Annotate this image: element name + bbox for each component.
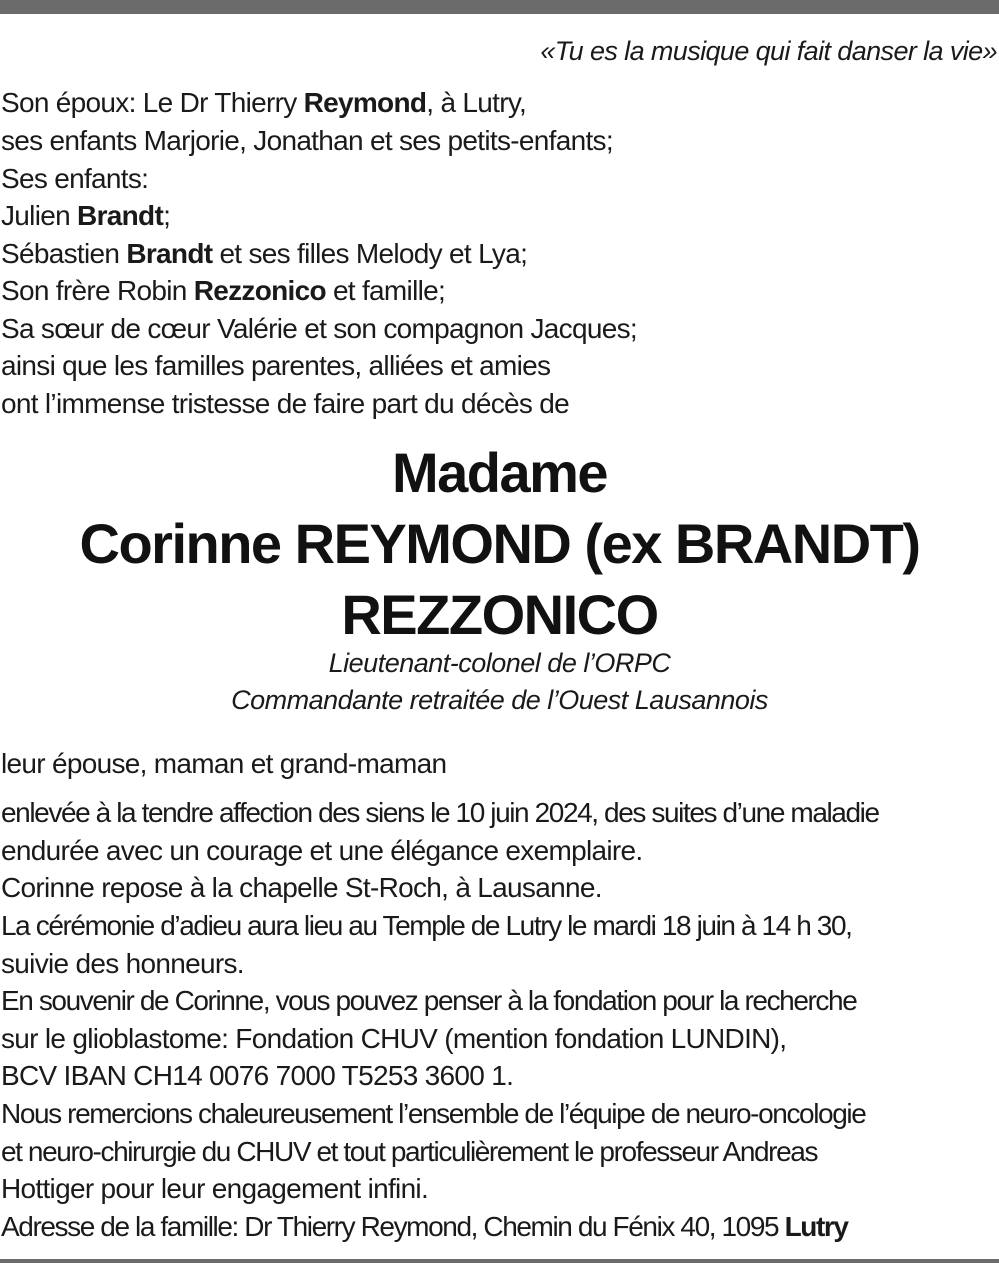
body-line-4: Corinne repose à la chapelle St-Roch, à Lausanne. bbox=[1, 872, 602, 903]
body-line-2: enlevée à la tendre affection des siens le 10 juin 2024, des suites d’une maladie bbox=[1, 797, 879, 828]
deceased-surname: REZZONICO bbox=[341, 583, 658, 646]
surname-reymond: Reymond bbox=[303, 87, 427, 118]
family-line-2: ses enfants Marjorie, Jonathan et ses petits-enfants; bbox=[1, 125, 613, 156]
family-line-3: Ses enfants: bbox=[1, 163, 149, 194]
address-town: Lutry bbox=[784, 1211, 848, 1242]
body-line-12: Hottiger pour leur engagement infini. bbox=[1, 1173, 429, 1204]
surname-rezzonico: Rezzonico bbox=[193, 275, 326, 306]
family-address: Adresse de la famille: Dr Thierry Reymond, Chemin du Fénix 40, 1095 Lutry bbox=[1, 1211, 848, 1242]
body-line-6: suivie des honneurs. bbox=[1, 948, 244, 979]
body-line-1: leur épouse, maman et grand-maman bbox=[1, 748, 447, 779]
top-rule bbox=[0, 0, 999, 14]
family-line-1: Son époux: Le Dr Thierry Reymond, à Lutry, bbox=[1, 87, 527, 118]
family-line-5: Sébastien Brandt et ses filles Melody et Lya; bbox=[1, 238, 528, 269]
body-line-11: et neuro-chirurgie du CHUV et tout particulièrement le professeur Andreas bbox=[1, 1136, 818, 1167]
deceased-name: Corinne REYMOND (ex BRANDT) bbox=[79, 512, 920, 575]
body-line-7: En souvenir de Corinne, vous pouvez penser à la fondation pour la recherche bbox=[1, 985, 857, 1016]
surname-brandt: Brandt bbox=[77, 200, 164, 231]
deceased-title: Madame bbox=[391, 441, 608, 504]
family-line-6: Son frère Robin Rezzonico et famille; bbox=[1, 275, 446, 306]
bottom-rule bbox=[0, 1259, 999, 1263]
body-line-3: endurée avec un courage et une élégance exemplaire. bbox=[1, 835, 643, 866]
body-line-9: BCV IBAN CH14 0076 7000 T5253 3600 1. bbox=[1, 1060, 514, 1091]
family-line-8: ainsi que les familles parentes, alliées et amies bbox=[1, 350, 551, 381]
body-line-5: La cérémonie d’adieu aura lieu au Temple de Lutry le mardi 18 juin à 14 h 30, bbox=[1, 910, 852, 941]
deceased-role-2: Commandante retraitée de l’Ouest Lausannois bbox=[231, 685, 768, 715]
family-line-4: Julien Brandt; bbox=[1, 200, 171, 231]
body-line-8: sur le glioblastome: Fondation CHUV (mention fondation LUNDIN), bbox=[1, 1023, 787, 1054]
epigraph-quote: «Tu es la musique qui fait danser la vie» bbox=[540, 36, 997, 66]
body-line-10: Nous remercions chaleureusement l’ensemble de l’équipe de neuro-oncologie bbox=[1, 1098, 866, 1129]
family-line-9: ont l’immense tristesse de faire part du décès de bbox=[1, 388, 570, 419]
deceased-role-1: Lieutenant-colonel de l’ORPC bbox=[328, 648, 671, 678]
surname-brandt: Brandt bbox=[126, 238, 213, 269]
family-line-7: Sa sœur de cœur Valérie et son compagnon Jacques; bbox=[1, 313, 637, 344]
